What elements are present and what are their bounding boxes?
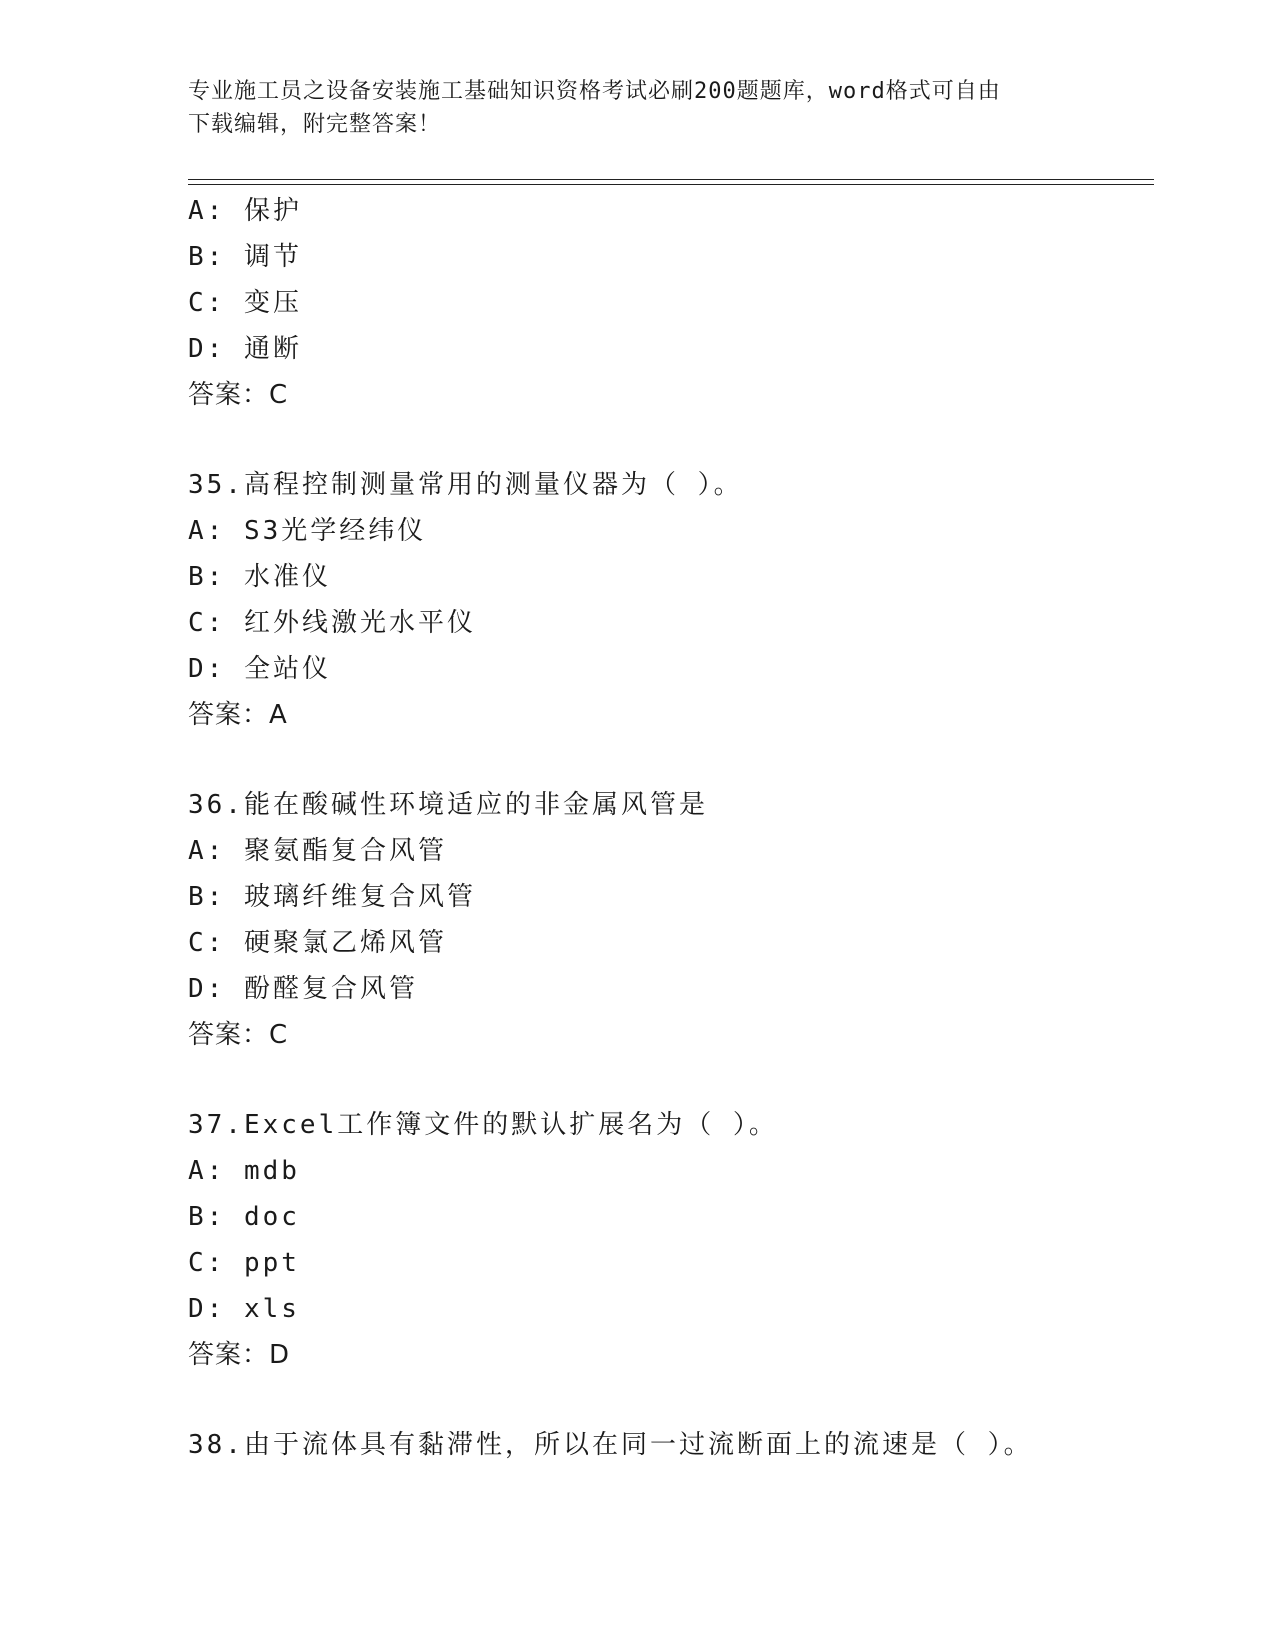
answer-line: 答案：C [188,380,289,410]
header-divider-top [188,179,1154,180]
option-d: D: 通断 [188,334,302,364]
option-d: D: xls [188,1294,300,1324]
option-c: C: ppt [188,1248,300,1278]
question-38 [188,1422,1148,1468]
question-37 [188,1102,1148,1378]
option-c: C: 硬聚氯乙烯风管 [188,928,447,958]
answer-line: 答案：D [188,1340,291,1370]
option-c: C: 红外线激光水平仪 [188,608,476,638]
option-b: B: 调节 [188,242,302,272]
document-header [188,75,1068,141]
header-divider-bottom [188,184,1154,185]
option-b: B: doc [188,1202,300,1232]
option-b: B: 水准仪 [188,562,331,592]
question-stem: 36.能在酸碱性环境适应的非金属风管是 [188,790,708,820]
option-b: B: 玻璃纤维复合风管 [188,882,476,912]
option-a: A: S3光学经纬仪 [188,516,427,546]
answer-line: 答案：A [188,700,288,730]
option-a: A: 保护 [188,196,302,226]
header-title-line-1: 专业施工员之设备安装施工基础知识资格考试必刷200题题库，word格式可自由 [188,79,1001,104]
option-a: A: mdb [188,1156,300,1186]
question-stem: 38.由于流体具有黏滞性，所以在同一过流断面上的流速是（ ）。 [188,1430,1033,1460]
spacer [188,1058,1148,1102]
answer-line: 答案：C [188,1020,289,1050]
question-stem: 37.Excel工作簿文件的默认扩展名为（ ）。 [188,1110,778,1140]
question-34 [188,188,1148,418]
option-d: D: 酚醛复合风管 [188,974,418,1004]
spacer [188,418,1148,462]
question-35 [188,462,1148,738]
spacer [188,738,1148,782]
question-36 [188,782,1148,1058]
header-title-line-2: 下载编辑，附完整答案！ [188,112,442,137]
option-a: A: 聚氨酯复合风管 [188,836,447,866]
option-c: C: 变压 [188,288,302,318]
question-stem: 35.高程控制测量常用的测量仪器为（ ）。 [188,470,743,500]
option-d: D: 全站仪 [188,654,331,684]
spacer [188,1378,1148,1422]
question-list [188,188,1148,1468]
